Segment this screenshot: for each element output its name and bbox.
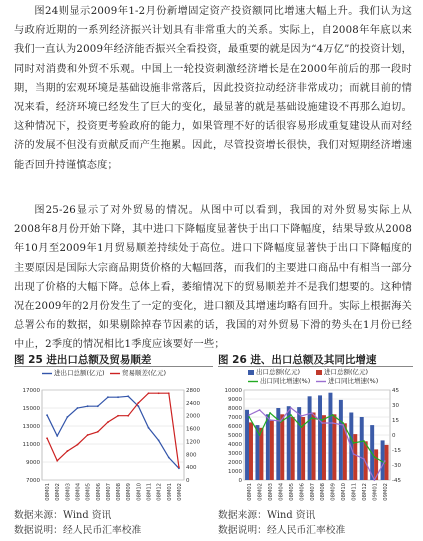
- fig25-x-tick: 09M02: [176, 483, 183, 501]
- fig26-bar: [381, 440, 385, 480]
- fig25-data-point: [77, 407, 79, 409]
- fig26-legend-label: 进口同比增速(%): [328, 377, 379, 385]
- fig25-x-tick: 08M03: [65, 483, 72, 501]
- fig26-data-point: [290, 407, 292, 409]
- fig25-data-point: [66, 450, 68, 452]
- figure-26-title: 图 26 进、出口总额及其同比增速: [218, 354, 377, 366]
- fig26-data-point: [373, 456, 375, 458]
- fig25-y-right-tick: 1600: [186, 426, 200, 433]
- fig25-y-right-tick: 2800: [186, 388, 200, 394]
- figure-25-chart: [14, 368, 213, 508]
- figure-25-note: 数据说明：经人民币汇率校准: [14, 525, 142, 536]
- fig26-data-point: [259, 409, 261, 411]
- fig25-data-point: [46, 437, 48, 439]
- fig26-bar: [343, 423, 347, 480]
- figure-25-title: 图 25 进出口总额及贸易顺差: [14, 354, 152, 366]
- fig26-data-point: [321, 422, 323, 424]
- fig25-y-left-tick: 9000: [26, 460, 40, 466]
- fig26-data-point: [353, 453, 355, 455]
- figure-26-rule: [218, 366, 413, 367]
- fig25-legend-label: 进出口总额(亿元): [54, 369, 105, 377]
- fig26-data-point: [311, 412, 313, 414]
- figure-26-source: 数据来源：Wind 资讯: [218, 510, 316, 521]
- fig26-y-left-tick: 0: [238, 478, 242, 484]
- fig26-y-right-tick: 0: [392, 433, 396, 439]
- fig25-data-point: [56, 435, 58, 437]
- paragraph-trade: 图25-26显示了对外贸易的情况。从图中可以看到，我国的对外贸易实际上从2008年8月份开始下降，其中进口下降幅度显著快于出口下降幅度，结果导致从2008年10月至2009年1月贸易顺差持续处于高位。进口下降幅度显著快于出口下降幅度的主要原因是国际大宗商品期货价格的大幅回落，而我们的主要进口商品中有相当一部分出现了价格的大幅下降。总体上看，萎缩情况下的贸易顺差并不是我们想要的。这种情况在2009年的2月份发生了一定的变化，进口额及其增速均略有回升。实际上根据海关总署公布的数据，如果剔除掉春节因素的话，我国的对外贸易下滑的势头在1月份已经中止，2季度的情况相比1季度应该要好一些；: [14, 205, 412, 351]
- fig26-y-left-tick: 9000: [228, 397, 242, 403]
- fig26-x-tick: 08M03: [268, 483, 275, 501]
- fig26-y-right-tick: 30: [392, 403, 399, 409]
- fig25-y-right-tick: 0: [186, 478, 190, 484]
- fig26-x-tick: 08M09: [330, 483, 337, 501]
- fig25-data-point: [168, 392, 170, 394]
- fig25-legend-label: 贸易顺差(亿元): [122, 369, 167, 377]
- fig26-x-tick: 08M12: [361, 483, 368, 501]
- fig26-bar: [245, 410, 249, 480]
- fig26-x-tick: 08M07: [309, 483, 316, 501]
- fig26-y-left-tick: 6000: [228, 424, 242, 430]
- fig25-y-left-tick: 11000: [22, 442, 40, 448]
- fig26-data-point: [332, 414, 334, 416]
- fig26-bar: [249, 422, 253, 480]
- fig25-data-point: [127, 415, 129, 417]
- fig25-data-point: [148, 427, 150, 429]
- fig26-bar: [266, 414, 270, 480]
- fig26-y-right-tick: -30: [392, 463, 401, 469]
- fig26-data-point: [311, 417, 313, 419]
- fig25-y-left-tick: 15000: [22, 406, 40, 412]
- fig26-bar: [291, 417, 295, 480]
- fig26-y-right-tick: -45: [392, 478, 401, 484]
- figure-26-chart: [218, 368, 413, 508]
- fig25-x-tick: 08M05: [85, 483, 92, 501]
- fig25-x-tick: 08M02: [55, 483, 62, 501]
- fig26-data-point: [300, 426, 302, 428]
- fig25-y-left-tick: 7000: [26, 478, 40, 484]
- fig25-y-right-tick: 800: [186, 452, 197, 459]
- fig25-x-tick: 08M06: [95, 483, 102, 501]
- fig26-y-left-tick: 2000: [228, 460, 242, 466]
- fig25-data-point: [127, 395, 129, 397]
- fig26-x-tick: 08M11: [351, 483, 358, 501]
- fig25-data-point: [137, 402, 139, 404]
- fig26-data-point: [269, 412, 271, 414]
- fig26-x-tick: 08M05: [288, 483, 295, 501]
- fig25-y-right-tick: 400: [186, 465, 197, 472]
- fig26-bar: [318, 395, 322, 480]
- fig26-bar: [308, 396, 312, 480]
- fig25-data-point: [178, 466, 180, 468]
- fig26-x-tick: 08M08: [320, 483, 327, 501]
- fig25-data-point: [87, 405, 89, 407]
- fig26-legend-label: 进口总额(亿元): [324, 368, 369, 376]
- fig25-x-tick: 08M04: [75, 483, 82, 501]
- fig26-data-point: [300, 415, 302, 417]
- fig26-data-point: [363, 458, 365, 460]
- fig25-x-tick: 08M09: [126, 483, 133, 501]
- fig26-data-point: [342, 424, 344, 426]
- fig26-legend-swatch: [316, 370, 322, 375]
- fig26-y-right-tick: 15: [392, 418, 399, 424]
- fig25-data-point: [56, 460, 58, 462]
- fig25-y-right-tick: 2000: [186, 413, 200, 420]
- fig25-x-tick: 08M08: [116, 483, 123, 501]
- fig25-data-point: [87, 434, 89, 436]
- fig26-legend-label: 出口同比增速(%): [260, 377, 311, 385]
- fig26-data-point: [373, 479, 375, 481]
- fig26-x-tick: 09M01: [372, 483, 379, 501]
- fig26-data-point: [363, 440, 365, 442]
- fig26-x-tick: 08M10: [341, 483, 348, 501]
- fig26-data-point: [321, 419, 323, 421]
- fig25-data-point: [137, 405, 139, 407]
- fig26-y-left-tick: 8000: [228, 406, 242, 412]
- fig26-data-point: [259, 434, 261, 436]
- fig25-x-tick: 08M11: [146, 483, 153, 501]
- fig26-bar: [328, 393, 332, 480]
- fig26-bar: [360, 417, 364, 480]
- fig26-x-tick: 08M01: [247, 483, 254, 501]
- paragraph-investment: 图24则显示2009年1-2月份新增固定资产投资额同比增速大幅上升。我们认为这与政府近期的一系列经济振兴计划具有非常重大的关系。实际上，自2008年年底以来我们一直认为2009年经济能否振兴全看投资，最重要的就是因为“4万亿”的投资计划，同时对消费和外贸不乐观。中国上一轮投资刺激经济增长是在2000年前后的那一段时期，当期的宏观环境是基础设施非常落后，因此投资拉动经济非常成功；而就目前的情况来看，经济环境已经发生了巨大的变化，最显著的就是基础设施建设不再那么迫切。这种情况下，投资更考验政府的能力，如果管理不好的话很容易形成重复建设从而对经济的发展不但没有贡献反而产生拖累。因此，尽管投资增长很快，我们对短期经济增速能否回升持谨慎态度；: [14, 6, 412, 171]
- fig26-legend-label: 出口总额(亿元): [256, 368, 301, 376]
- fig26-x-tick: 08M02: [257, 483, 264, 501]
- fig25-data-point: [46, 414, 48, 416]
- fig26-x-tick: 08M06: [299, 483, 306, 501]
- fig25-data-point: [168, 457, 170, 459]
- fig26-data-point: [248, 416, 250, 418]
- fig26-data-point: [353, 442, 355, 444]
- fig25-data-point: [107, 421, 109, 423]
- fig25-data-point: [117, 396, 119, 398]
- fig26-bar: [297, 407, 301, 480]
- fig26-data-point: [269, 419, 271, 421]
- fig25-x-tick: 08M07: [105, 483, 112, 501]
- figure-25-source: 数据来源：Wind 资讯: [14, 510, 112, 521]
- fig25-data-point: [66, 416, 68, 418]
- fig26-y-left-tick: 5000: [228, 433, 242, 439]
- fig25-data-point: [117, 415, 119, 417]
- fig26-data-point: [342, 422, 344, 424]
- fig26-data-point: [280, 420, 282, 422]
- fig25-data-point: [158, 392, 160, 394]
- fig25-y-left-tick: 13000: [22, 424, 40, 430]
- fig26-data-point: [248, 414, 250, 416]
- fig26-y-left-tick: 1000: [228, 469, 242, 475]
- fig26-x-tick: 08M04: [278, 483, 285, 501]
- fig26-x-tick: 09M02: [382, 483, 389, 501]
- fig26-bar: [280, 414, 284, 480]
- fig26-bar: [322, 415, 326, 480]
- fig26-y-left-tick: 3000: [228, 451, 242, 457]
- fig25-x-tick: 08M01: [45, 483, 52, 501]
- fig25-y-right-tick: 1200: [186, 439, 200, 446]
- fig26-bar: [312, 413, 316, 481]
- fig26-bar: [339, 400, 343, 480]
- fig25-data-point: [107, 396, 109, 398]
- fig25-x-tick: 08M10: [136, 483, 143, 501]
- fig25-plot-area: [42, 390, 184, 480]
- fig26-data-point: [290, 414, 292, 416]
- figure-25-rule: [14, 366, 213, 367]
- fig26-bar: [270, 421, 274, 480]
- fig25-data-point: [97, 431, 99, 433]
- fig25-data-point: [77, 444, 79, 446]
- fig25-x-tick: 09M01: [166, 483, 173, 501]
- fig25-data-point: [158, 440, 160, 442]
- fig26-y-left-tick: 4000: [228, 442, 242, 448]
- fig25-data-point: [148, 392, 150, 394]
- fig26-data-point: [384, 460, 386, 462]
- fig26-data-point: [332, 422, 334, 424]
- fig26-y-right-tick: 45: [392, 388, 399, 394]
- fig26-legend-swatch: [248, 370, 254, 375]
- fig26-y-right-tick: -15: [392, 448, 401, 454]
- fig25-y-left-tick: 17000: [22, 388, 40, 394]
- fig26-y-left-tick: 7000: [228, 415, 242, 421]
- figure-26-note: 数据说明：经人民币汇率校准: [218, 525, 346, 536]
- fig26-y-left-tick: 10000: [224, 388, 242, 394]
- fig25-y-right-tick: 2400: [186, 400, 200, 407]
- fig25-data-point: [97, 405, 99, 407]
- fig26-bar: [353, 434, 357, 480]
- fig25-x-tick: 08M12: [156, 483, 163, 501]
